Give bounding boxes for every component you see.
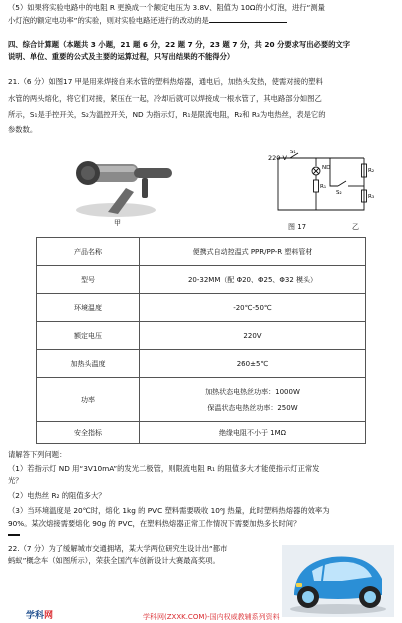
table-row — [37, 350, 366, 378]
sub-question-1-line-1: （1）若指示灯 ND 用“3V10mA”的发光二极管，则限流电阻 R₁ 的阻值多大才能使指示灯正常发 — [8, 464, 320, 473]
horizontal-rule — [8, 534, 20, 536]
answer-blank — [209, 14, 287, 23]
table-row — [37, 266, 366, 294]
table-label-safety: 安全指标 — [37, 422, 140, 444]
figure-17-caption: 图 17 — [288, 223, 307, 231]
table-row — [37, 422, 366, 444]
sub-question-3-line-1: （3）当环境温度是 20℃时，熔化 1kg 的 PVC 塑料需要吸收 10⁶J 热量，此时塑料热熔器的效率为 — [8, 506, 330, 515]
section4-heading-line-2: 说明、单位、重要的公式及主要的运算过程，只写出结果的不能得分） — [8, 52, 235, 61]
table-label-power: 功率 — [37, 378, 140, 422]
concept-car-image — [282, 545, 394, 617]
q5-line-2-text: 小灯泡的额定电功率”的实验，则对实验电路还进行的改动的是 — [8, 16, 209, 25]
table-label-env-temp: 环境温度 — [37, 294, 140, 322]
table-value-voltage: 220V — [140, 322, 366, 350]
table-row — [37, 322, 366, 350]
answer-prompt: 请解答下列问题： — [8, 450, 67, 459]
logo-part-1: 学科 — [26, 611, 45, 621]
q21-intro-line-4: 参数数。 — [8, 125, 38, 134]
table-label-model: 型号 — [37, 266, 140, 294]
table-value-product-name: 便携式自动控温式 PPR/PP-R 塑料管材 — [140, 238, 366, 266]
q5-line-2 — [8, 14, 287, 26]
power-heating: 加热状态电热丝功率：1000W — [205, 387, 300, 396]
footer-text: 学科网(ZXXK.COM)-国内权威教辅系列资料 — [143, 613, 280, 621]
circuit-r1-label: R₁ — [320, 184, 327, 190]
circuit-r3-label: R₃ — [368, 194, 375, 200]
table-value-power — [140, 378, 366, 422]
xueke-logo — [26, 608, 53, 621]
table-row — [37, 378, 366, 422]
table-value-safety: 绝缘电阻不小于 1MΩ — [140, 422, 366, 444]
sub-question-2: （2）电热丝 R₂ 的阻值多大？ — [8, 491, 106, 500]
table-value-model: 20-32MM（配 Φ20、Φ25、Φ32 模头） — [140, 266, 366, 294]
circuit-diagram — [268, 150, 378, 216]
section4-heading-line-1: 四、综合计算题（本题共 3 小题，21 题 6 分，22 题 7 分，23 题 7 分，共 20 分要求写出必要的文字 — [8, 40, 351, 49]
heat-melter-photo — [68, 142, 178, 224]
q21-intro-line-1: 21.（6 分）如图17 甲是用来焊接自来水管的塑料热熔器，通电后，加热头发热，使需对接的塑料 — [8, 77, 323, 86]
table-label-head-temp: 加热头温度 — [37, 350, 140, 378]
table-label-voltage: 额定电压 — [37, 322, 140, 350]
figure-label-jia: 甲 — [114, 219, 121, 227]
sub-question-3-line-2: 90%。某次熔接需要熔化 90g 的 PVC，在塑料热熔器正常工作情况下需要加热多长时间？ — [8, 519, 301, 528]
logo-part-2: 网 — [44, 611, 54, 621]
table-label-product-name: 产品名称 — [37, 238, 140, 266]
circuit-voltage-label: 220 V — [268, 154, 287, 162]
figure-label-yi: 乙 — [352, 223, 359, 231]
circuit-nd-label: ND — [322, 165, 331, 171]
table-row — [37, 294, 366, 322]
q22-line-1: 22.（7 分）为了缓解城市交通拥堵，某大学两位研究生设计出“都市 — [8, 544, 228, 553]
power-keep-warm: 保温状态电热丝功率：250W — [207, 403, 298, 412]
circuit-s1-label: S₁ — [290, 150, 296, 155]
table-value-env-temp: -20℃-50℃ — [140, 294, 366, 322]
product-spec-table — [36, 237, 366, 444]
table-row — [37, 238, 366, 266]
q5-line-1: （5）如果将实验电路中的电阻 R 更换成一个额定电压为 3.8V、阻值为 10Ω的小灯泡，进行“测量 — [8, 3, 325, 12]
circuit-r2-label: R₂ — [368, 168, 375, 174]
q22-line-2: 蚂蚁”概念车（如图所示），荣获全国汽车创新设计大赛最高奖项。 — [8, 556, 220, 565]
sub-question-1-line-2: 光？ — [8, 476, 23, 485]
q21-intro-line-3: 所示，S₁是手控开关，S₂为温控开关，ND 为指示灯，R₁是限流电阻，R₂和 R₃为电热丝，表是它的 — [8, 110, 326, 119]
circuit-s2-label: S₂ — [336, 190, 342, 196]
table-value-head-temp: 260±5℃ — [140, 350, 366, 378]
q21-intro-line-2: 水管的两头熔化，将它们对接，紧压在一起，冷却后就可以焊接成一根水管了，其电路部分如图乙 — [8, 94, 322, 103]
